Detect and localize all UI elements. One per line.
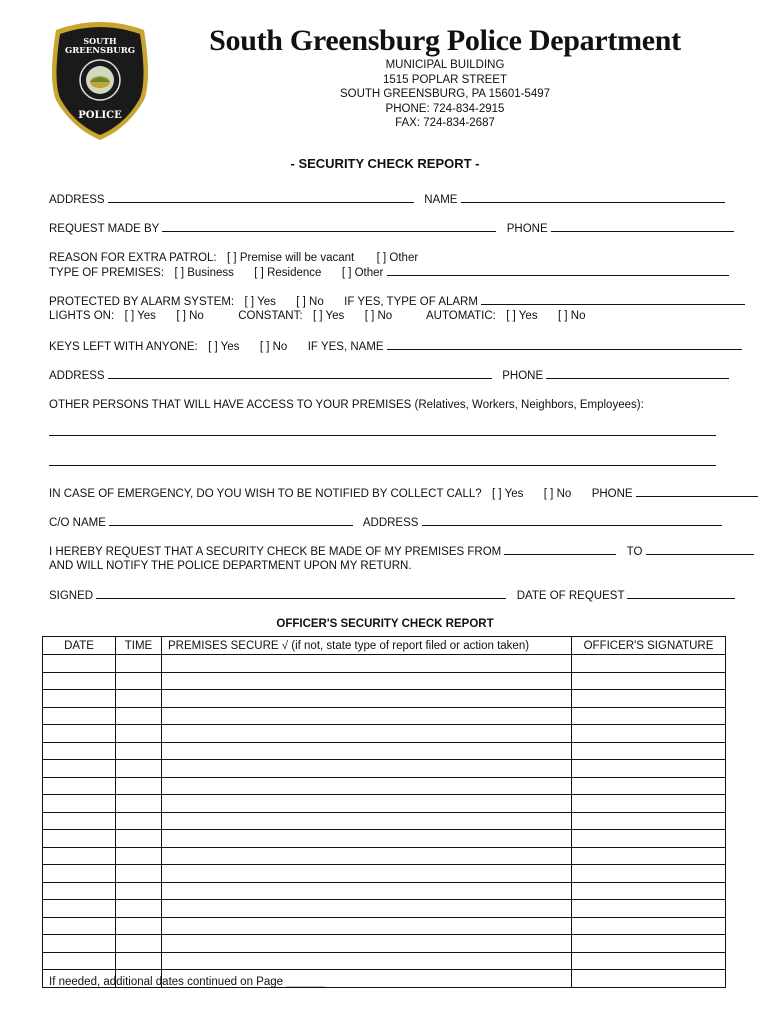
lights-yes-checkbox[interactable]: [ ] Yes: [124, 310, 156, 322]
table-row: [43, 900, 726, 918]
table-row: [43, 655, 726, 673]
security-check-log-table: [42, 636, 726, 988]
signature-cell[interactable]: [572, 672, 726, 690]
time-cell[interactable]: [116, 935, 162, 953]
date-cell[interactable]: [43, 725, 116, 743]
others-field-1[interactable]: [49, 426, 716, 436]
premises-cell[interactable]: [162, 777, 572, 795]
col-premises: PREMISES SECURE √ (if not, state type of report filed or action taken): [162, 637, 572, 655]
table-row: [43, 847, 726, 865]
premises-cell[interactable]: [162, 865, 572, 883]
name-label: NAME: [424, 194, 458, 206]
to-label: TO: [626, 546, 643, 558]
type-label: TYPE OF PREMISES:: [49, 267, 165, 279]
constant-yes-checkbox[interactable]: [ ] Yes: [312, 310, 345, 322]
premises-cell[interactable]: [162, 935, 572, 953]
signature-cell[interactable]: [572, 725, 726, 743]
alarm-type-label: IF YES, TYPE OF ALARM: [344, 296, 478, 308]
date-cell[interactable]: [43, 760, 116, 778]
others-label: OTHER PERSONS THAT WILL HAVE ACCESS TO YOUR PREMISES (Relatives, Workers, Neighbors, Employees):: [49, 399, 644, 411]
keyholder-address-row: [49, 369, 729, 382]
emergency-phone-field[interactable]: [636, 487, 758, 497]
signature-cell[interactable]: [572, 900, 726, 918]
time-cell[interactable]: [116, 917, 162, 935]
signature-cell[interactable]: [572, 742, 726, 760]
alarm-type-field[interactable]: [481, 295, 745, 305]
signature-cell[interactable]: [572, 760, 726, 778]
address-line: 1515 POPLAR STREET: [383, 73, 507, 86]
col-time: TIME: [116, 637, 162, 655]
date-cell[interactable]: [43, 742, 116, 760]
premises-cell[interactable]: [162, 830, 572, 848]
emergency-no-checkbox[interactable]: [ ] No: [543, 488, 572, 500]
alarm-yes-checkbox[interactable]: [ ] Yes: [244, 296, 276, 308]
automatic-no-checkbox[interactable]: [ ] No: [557, 310, 586, 322]
table-row: [43, 777, 726, 795]
premises-cell[interactable]: [162, 952, 572, 970]
signature-field[interactable]: [96, 589, 506, 599]
table-row: [43, 917, 726, 935]
date-cell[interactable]: [43, 795, 116, 813]
time-cell[interactable]: [116, 847, 162, 865]
request-label: REQUEST MADE BY: [49, 223, 160, 235]
time-cell[interactable]: [116, 672, 162, 690]
signature-cell[interactable]: [572, 830, 726, 848]
table-row: [43, 742, 726, 760]
emergency-label: IN CASE OF EMERGENCY, DO YOU WISH TO BE NOTIFIED BY COLLECT CALL?: [49, 488, 482, 500]
from-date-field[interactable]: [504, 545, 616, 555]
premises-cell[interactable]: [162, 707, 572, 725]
time-cell[interactable]: [116, 882, 162, 900]
log-heading: OFFICER'S SECURITY CHECK REPORT: [276, 618, 494, 630]
constant-no-checkbox[interactable]: [ ] No: [364, 310, 393, 322]
signature-cell[interactable]: [572, 690, 726, 708]
badge-text-3: POLICE: [78, 110, 122, 121]
date-cell[interactable]: [43, 917, 116, 935]
date-cell[interactable]: [43, 655, 116, 673]
date-cell[interactable]: [43, 900, 116, 918]
table-row: [43, 882, 726, 900]
badge-text-1: SOUTH: [83, 36, 117, 46]
date-cell[interactable]: [43, 707, 116, 725]
police-badge-logo: [48, 20, 152, 142]
co-address-field[interactable]: [422, 516, 722, 526]
premises-cell[interactable]: [162, 847, 572, 865]
table-row: [43, 812, 726, 830]
table-row: [43, 830, 726, 848]
request-field[interactable]: [162, 222, 496, 232]
table-row: [43, 952, 726, 970]
signature-cell[interactable]: [572, 795, 726, 813]
premises-cell[interactable]: [162, 672, 572, 690]
department-address: [160, 58, 730, 131]
date-cell[interactable]: [43, 847, 116, 865]
lights-no-checkbox[interactable]: [ ] No: [176, 310, 204, 322]
premises-cell[interactable]: [162, 742, 572, 760]
signature-cell[interactable]: [572, 777, 726, 795]
others-row: [49, 456, 716, 469]
time-cell[interactable]: [116, 900, 162, 918]
phone2-label: PHONE: [502, 370, 544, 382]
keys-label: KEYS LEFT WITH ANYONE:: [49, 341, 198, 353]
request-text-2: AND WILL NOTIFY THE POLICE DEPARTMENT UPON MY RETURN.: [49, 560, 412, 572]
signed-label: SIGNED: [49, 590, 94, 602]
alarm-row: [49, 295, 745, 308]
footer-text: If needed, additional dates continued on Page: [49, 976, 284, 988]
signature-cell[interactable]: [572, 882, 726, 900]
signature-cell[interactable]: [572, 812, 726, 830]
type-other-checkbox[interactable]: [ ] Other: [341, 267, 384, 279]
reason-row: [49, 252, 418, 264]
signature-cell[interactable]: [572, 847, 726, 865]
date-cell[interactable]: [43, 672, 116, 690]
time-cell[interactable]: [116, 690, 162, 708]
log-body: [43, 655, 726, 988]
premises-cell[interactable]: [162, 690, 572, 708]
table-row: [43, 690, 726, 708]
table-row: [43, 760, 726, 778]
signature-cell[interactable]: [572, 970, 726, 988]
type-business-checkbox[interactable]: [ ] Business: [174, 267, 234, 279]
date-cell[interactable]: [43, 882, 116, 900]
reason-label: REASON FOR EXTRA PATROL:: [49, 252, 217, 264]
address-label: ADDRESS: [49, 194, 105, 206]
signature-cell[interactable]: [572, 655, 726, 673]
time-cell[interactable]: [116, 812, 162, 830]
time-cell[interactable]: [116, 760, 162, 778]
lights-label: LIGHTS ON:: [49, 310, 115, 322]
automatic-yes-checkbox[interactable]: [ ] Yes: [506, 310, 538, 322]
table-row: [43, 795, 726, 813]
table-row: [43, 672, 726, 690]
time-cell[interactable]: [116, 830, 162, 848]
time-cell[interactable]: [116, 725, 162, 743]
to-date-field[interactable]: [646, 545, 754, 555]
date-cell[interactable]: [43, 690, 116, 708]
keys-row: [49, 340, 742, 353]
alarm-no-checkbox[interactable]: [ ] No: [296, 296, 324, 308]
address-line: MUNICIPAL BUILDING: [385, 59, 505, 71]
co-address-label: ADDRESS: [362, 517, 419, 529]
signature-cell[interactable]: [572, 952, 726, 970]
footer-page-blank[interactable]: ______: [286, 976, 325, 988]
table-header-row: [43, 637, 726, 655]
premises-cell[interactable]: [162, 655, 572, 673]
keys-name-field[interactable]: [387, 340, 742, 350]
time-cell[interactable]: [116, 952, 162, 970]
others-row: [49, 426, 716, 439]
signed-row: [49, 589, 735, 602]
date-cell[interactable]: [43, 865, 116, 883]
form-heading: - SECURITY CHECK REPORT -: [290, 156, 480, 171]
address-name-row: [49, 193, 725, 206]
reason-other-checkbox[interactable]: [ ] Other: [376, 252, 419, 264]
premises-cell[interactable]: [162, 812, 572, 830]
page-title: South Greensburg Police Department: [209, 24, 681, 57]
premises-cell[interactable]: [162, 900, 572, 918]
keys-yes-checkbox[interactable]: [ ] Yes: [208, 341, 240, 353]
table-row: [43, 707, 726, 725]
date-cell[interactable]: [43, 935, 116, 953]
reason-vacant-checkbox[interactable]: [ ] Premise will be vacant: [227, 252, 355, 264]
footer-note: [49, 976, 325, 988]
premises-type-row: [49, 266, 729, 279]
col-date: DATE: [43, 637, 116, 655]
emergency-row: [49, 487, 758, 500]
co-name-field[interactable]: [109, 516, 353, 526]
premises-cell[interactable]: [162, 882, 572, 900]
request-row: [49, 222, 734, 235]
table-row: [43, 865, 726, 883]
emergency-phone-label: PHONE: [591, 488, 633, 500]
table-row: [43, 725, 726, 743]
co-row: [49, 516, 722, 529]
address-line: SOUTH GREENSBURG, PA 15601-5497: [339, 88, 551, 100]
date-cell[interactable]: [43, 952, 116, 970]
premises-cell[interactable]: [162, 760, 572, 778]
signature-cell[interactable]: [572, 935, 726, 953]
date-cell[interactable]: [43, 830, 116, 848]
phone-field[interactable]: [551, 222, 734, 232]
address-line: PHONE: 724-834-2915: [385, 102, 505, 115]
phone2-field[interactable]: [546, 369, 729, 379]
date-request-label: DATE OF REQUEST: [516, 590, 625, 602]
alarm-label: PROTECTED BY ALARM SYSTEM:: [49, 296, 235, 308]
premises-cell[interactable]: [162, 917, 572, 935]
constant-label: CONSTANT:: [238, 310, 303, 322]
date-cell[interactable]: [43, 812, 116, 830]
phone-label: PHONE: [506, 223, 548, 235]
request-text: I HEREBY REQUEST THAT A SECURITY CHECK BE MADE OF MY PREMISES FROM: [49, 546, 502, 558]
address2-label: ADDRESS: [49, 370, 105, 382]
signature-cell[interactable]: [572, 865, 726, 883]
co-label: C/O NAME: [49, 517, 106, 529]
col-signature: OFFICER'S SIGNATURE: [572, 637, 726, 655]
type-residence-checkbox[interactable]: [ ] Residence: [254, 267, 322, 279]
time-cell[interactable]: [116, 707, 162, 725]
badge-text-2: GREENSBURG: [64, 46, 136, 56]
time-cell[interactable]: [116, 742, 162, 760]
request-dates-row: [49, 545, 754, 558]
automatic-label: AUTOMATIC:: [425, 310, 496, 322]
lights-row: [49, 310, 585, 322]
others-field-2[interactable]: [49, 456, 716, 466]
address-field[interactable]: [108, 193, 414, 203]
address2-field[interactable]: [108, 369, 492, 379]
premises-cell[interactable]: [162, 795, 572, 813]
keys-name-label: IF YES, NAME: [307, 341, 384, 353]
emergency-yes-checkbox[interactable]: [ ] Yes: [492, 488, 524, 500]
date-request-field[interactable]: [627, 589, 735, 599]
date-cell[interactable]: [43, 777, 116, 795]
signature-cell[interactable]: [572, 707, 726, 725]
table-row: [43, 935, 726, 953]
premises-cell[interactable]: [162, 725, 572, 743]
address-line: FAX: 724-834-2687: [395, 117, 495, 129]
time-cell[interactable]: [116, 655, 162, 673]
type-other-field[interactable]: [387, 266, 729, 276]
time-cell[interactable]: [116, 795, 162, 813]
name-field[interactable]: [461, 193, 725, 203]
time-cell[interactable]: [116, 865, 162, 883]
signature-cell[interactable]: [572, 917, 726, 935]
time-cell[interactable]: [116, 777, 162, 795]
keys-no-checkbox[interactable]: [ ] No: [259, 341, 288, 353]
